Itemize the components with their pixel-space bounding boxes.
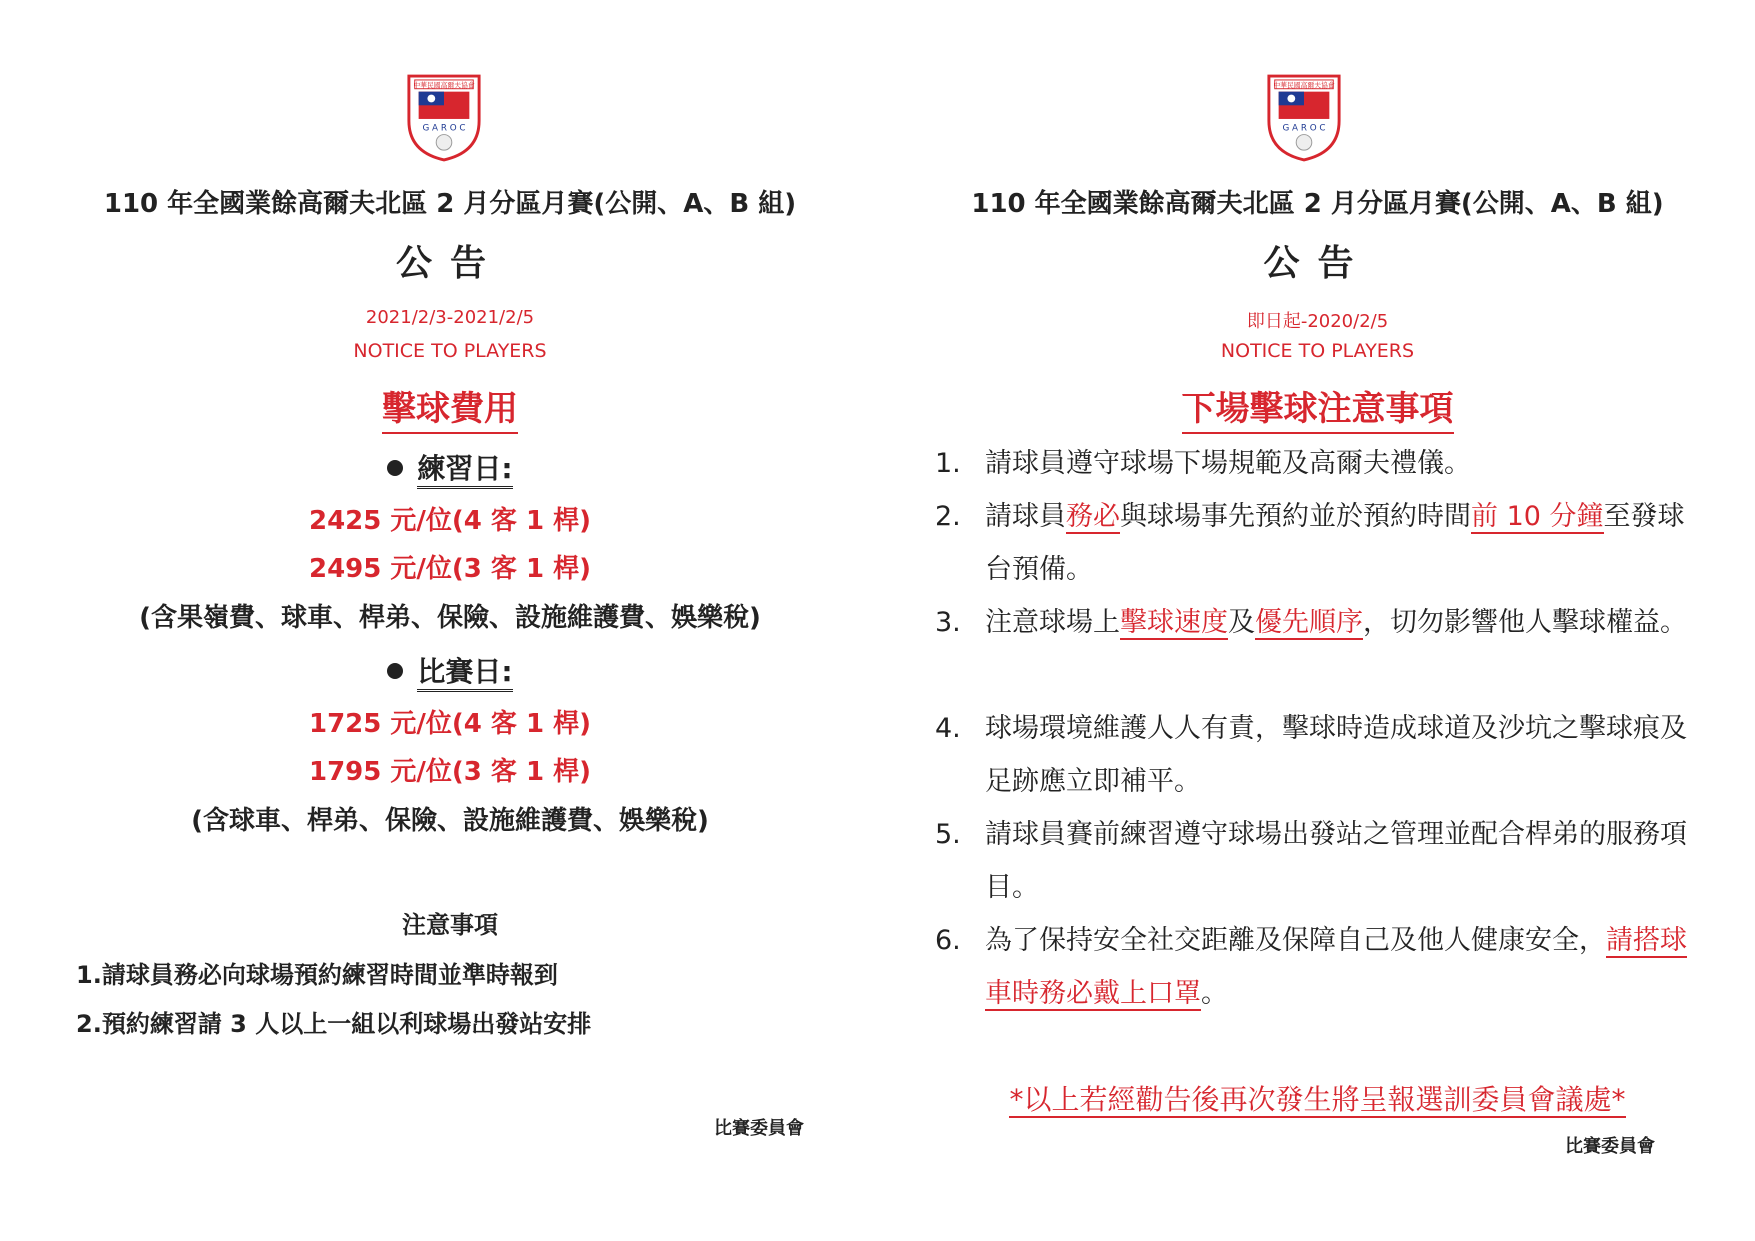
practice-price-1: 2425 元/位(4 客 1 桿) [308, 506, 591, 536]
committee-signature: 比賽委員會 [714, 1118, 804, 1139]
event-title: 110 年全國業餘高爾夫北區 2 月分區月賽(公開、A、B 組) [971, 189, 1664, 219]
garoc-logo [1265, 72, 1343, 162]
rule-item-4: 4. 球場環境維護人人有責，擊球時造成球道及沙坑之擊球痕及足跡應立即補平。 [935, 713, 1687, 797]
fee-heading: 擊球費用 [382, 381, 518, 434]
date-range: 即日起-2020/2/5 [1246, 311, 1389, 332]
practice-price-2: 2495 元/位(3 客 1 桿) [308, 554, 591, 584]
notice-to-players: NOTICE TO PLAYERS [353, 340, 547, 362]
committee-signature: 比賽委員會 [1565, 1136, 1655, 1157]
heading-wrapper [0, 381, 900, 434]
bullet-icon [387, 460, 403, 476]
rule-item-2: 2. 請球員務必與球場事先預約並於預約時間前 10 分鐘至發球台預備。 [935, 501, 1685, 585]
match-includes: (含球車、桿弟、保險、設施維護費、娛樂稅) [191, 806, 709, 836]
practice-includes: (含果嶺費、球車、桿弟、保險、設施維護費、娛樂稅) [139, 603, 761, 633]
date-range: 2021/2/3-2021/2/5 [365, 307, 535, 328]
announcement-title: 公告 [1263, 243, 1372, 284]
heading-wrapper [880, 381, 1755, 434]
svg-text:中華民國高爾夫協會: 中華民國高爾夫協會 [1273, 81, 1335, 90]
svg-text:G A R O C: G A R O C [1282, 123, 1326, 134]
notice-to-players: NOTICE TO PLAYERS [1220, 340, 1415, 362]
match-price-1: 1725 元/位(4 客 1 桿) [308, 709, 591, 739]
practice-day-label: 練習日: [0, 447, 900, 487]
rule-item-5: 5. 請球員賽前練習遵守球場出發站之管理並配合桿弟的服務項目。 [935, 819, 1687, 903]
note-item-2: 2.預約練習請 3 人以上一組以利球場出發站安排 [76, 1010, 592, 1038]
announcement-title: 公告 [395, 243, 504, 284]
note-item-1: 1.請球員務必向球場預約練習時間並準時報到 [76, 961, 558, 989]
svg-text:中華民國高爾夫協會: 中華民國高爾夫協會 [413, 81, 475, 90]
rule-item-1: 1. 請球員遵守球場下場規範及高爾夫禮儀。 [935, 448, 1471, 479]
rule-item-6: 6. 為了保持安全社交距離及保障自己及他人健康安全，請搭球車時務必戴上口罩。 [935, 925, 1687, 1009]
event-title: 110 年全國業餘高爾夫北區 2 月分區月賽(公開、A、B 組) [103, 189, 797, 219]
warning-wrapper [880, 1078, 1755, 1118]
match-price-2: 1795 元/位(3 客 1 桿) [308, 757, 591, 787]
garoc-logo [405, 72, 483, 162]
match-day-label: 比賽日: [0, 650, 900, 690]
notes-title: 注意事項 [402, 911, 498, 939]
svg-text:G A R O C: G A R O C [422, 123, 466, 134]
rules-heading: 下場擊球注意事項 [1182, 381, 1454, 434]
warning-text: *以上若經勸告後再次發生將呈報選訓委員會議處* [1009, 1083, 1626, 1116]
bullet-icon [387, 663, 403, 679]
rule-item-3: 3. 注意球場上擊球速度及優先順序，切勿影響他人擊球權益。 [935, 607, 1687, 638]
